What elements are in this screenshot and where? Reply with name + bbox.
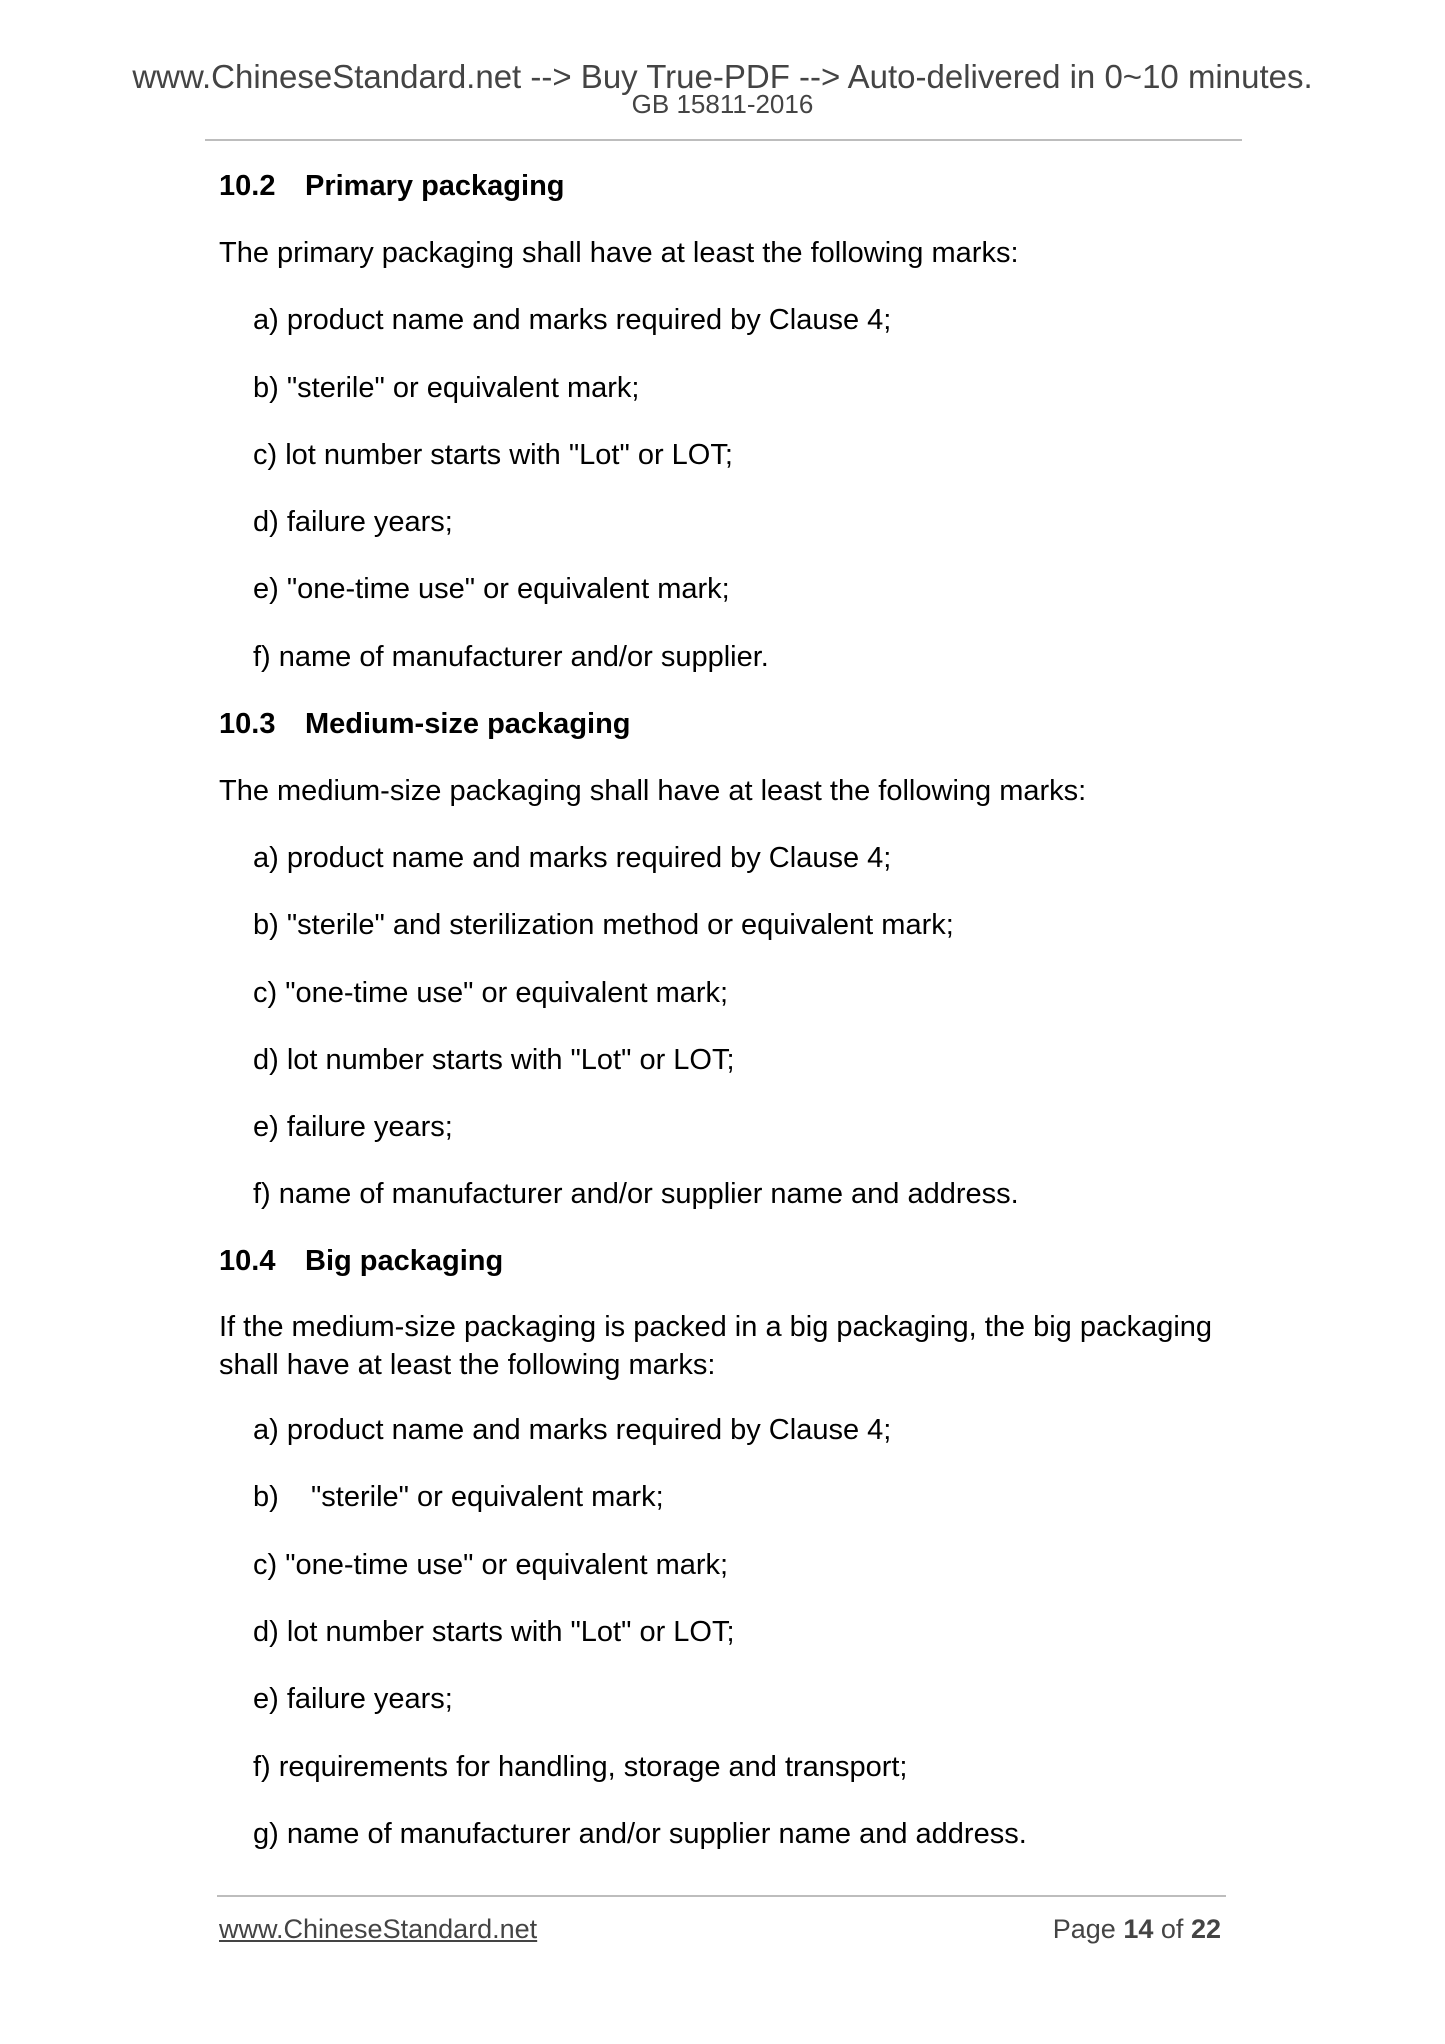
list-item: c) "one-time use" or equivalent mark; xyxy=(253,977,729,1009)
section-heading-10-4 xyxy=(219,1243,1229,1279)
footer-divider xyxy=(217,1895,1226,1897)
list-item: g) name of manufacturer and/or supplier name and address. xyxy=(253,1818,1027,1850)
list-item: c) lot number starts with "Lot" or LOT; xyxy=(253,439,733,471)
list-item: b) "sterile" and sterilization method or equivalent mark; xyxy=(253,909,954,941)
page-total: 22 xyxy=(1190,1914,1221,1944)
list-item: f) name of manufacturer and/or supplier. xyxy=(253,641,769,673)
list-item: b) "sterile" or equivalent mark; xyxy=(253,372,640,404)
list-item: e) "one-time use" or equivalent mark; xyxy=(253,573,730,605)
standard-number: GB 15811-2016 xyxy=(631,89,814,119)
list-item: e) failure years; xyxy=(253,1111,453,1143)
section-number: 10.2 xyxy=(219,170,276,202)
section-number: 10.4 xyxy=(219,1245,276,1277)
header-banner: www.ChineseStandard.net --> Buy True-PDF --> Auto-delivered in 0~10 minutes. xyxy=(132,58,1313,95)
page-of: of xyxy=(1160,1914,1184,1944)
section-heading-10-2 xyxy=(219,168,1229,204)
list-item: a) product name and marks required by Clause 4; xyxy=(253,1414,892,1446)
list-item: b) "sterile" or equivalent mark; xyxy=(253,1481,664,1513)
list-item: c) "one-time use" or equivalent mark; xyxy=(253,1549,729,1581)
list-item: a) product name and marks required by Clause 4; xyxy=(253,842,892,874)
list-item: d) failure years; xyxy=(253,506,453,538)
list-item: a) product name and marks required by Clause 4; xyxy=(253,304,892,336)
page-label: Page xyxy=(1052,1914,1116,1944)
list-item: d) lot number starts with "Lot" or LOT; xyxy=(253,1044,735,1076)
page-current: 14 xyxy=(1123,1914,1154,1944)
list-item: f) name of manufacturer and/or supplier name and address. xyxy=(253,1178,1019,1210)
list-item: d) lot number starts with "Lot" or LOT; xyxy=(253,1616,735,1648)
section-title: Primary packaging xyxy=(305,170,565,202)
section-intro: If the medium-size packaging is packed in a big packaging, the big packaging shall have at least the following marks: xyxy=(219,1311,1213,1381)
section-intro: The primary packaging shall have at least the following marks: xyxy=(219,237,1019,269)
list-item: e) failure years; xyxy=(253,1683,453,1715)
section-title: Big packaging xyxy=(305,1245,504,1277)
section-heading-10-3 xyxy=(219,706,1229,742)
page-indicator xyxy=(1053,1912,1221,1946)
section-title: Medium-size packaging xyxy=(305,708,631,740)
section-intro: The medium-size packaging shall have at least the following marks: xyxy=(219,775,1087,807)
list-item: f) requirements for handling, storage and transport; xyxy=(253,1751,908,1783)
footer-site-link[interactable]: www.ChineseStandard.net xyxy=(219,1914,538,1944)
section-number: 10.3 xyxy=(219,708,276,740)
document-body xyxy=(219,168,1229,1852)
header-divider xyxy=(205,139,1242,141)
